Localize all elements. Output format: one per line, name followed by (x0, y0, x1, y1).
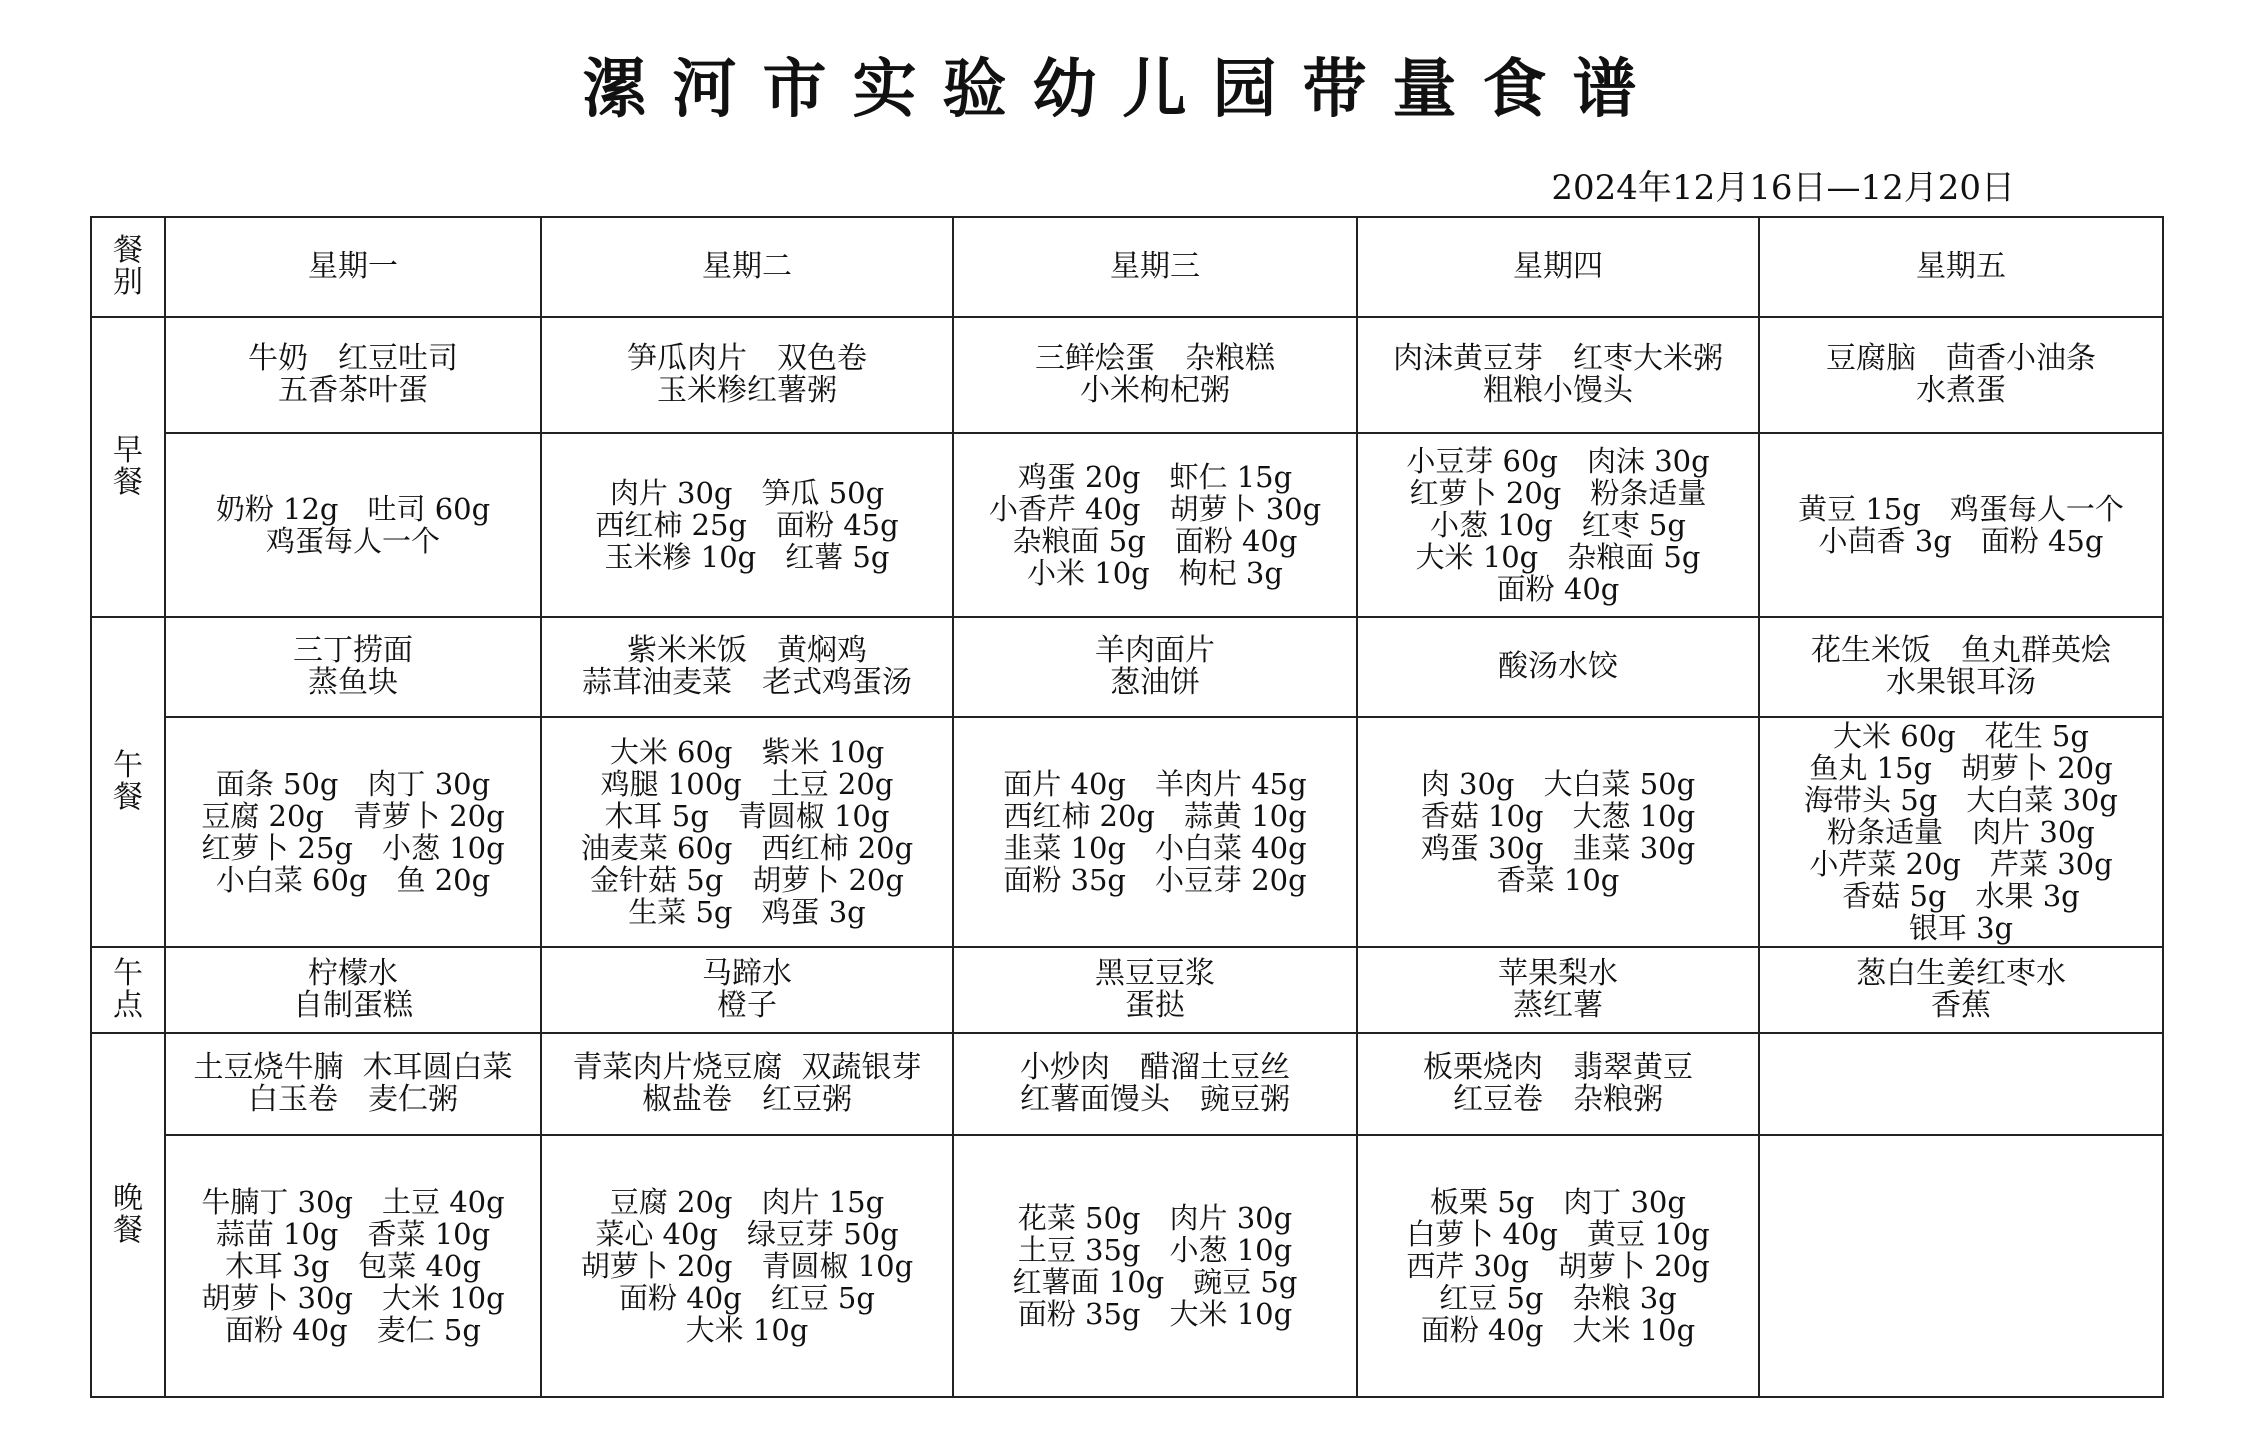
cell-line: 三丁捞面 (293, 633, 413, 668)
day-header-tuesday: 星期二 (541, 217, 953, 317)
dish-cell (953, 317, 1357, 433)
cell-line: 红薯面馒头 豌豆粥 (1020, 1082, 1290, 1117)
dish-cell (165, 617, 541, 717)
meal-label-snack: 午 点 (91, 947, 165, 1033)
cell-line: 红萝卜 20g 粉条适量 (1409, 476, 1707, 510)
cell-line: 面粉 40g 大米 10g (1420, 1313, 1696, 1347)
ingredient-cell (1357, 1135, 1759, 1397)
cell-line: 肉 30g 大白菜 50g (1420, 767, 1696, 801)
lunch-dish-row (91, 617, 2163, 717)
cell-line: 土豆 35g 小葱 10g (1017, 1233, 1293, 1267)
ingredient-cell (541, 433, 953, 617)
cell-line: 生菜 5g 鸡蛋 3g (628, 895, 866, 929)
cell-line: 大米 10g (685, 1313, 809, 1347)
cell-line: 面粉 40g 麦仁 5g (225, 1313, 481, 1347)
lunch-ingredient-row (91, 717, 2163, 947)
day-header-thursday: 星期四 (1357, 217, 1759, 317)
cell-line: 笋瓜肉片 双色卷 (627, 341, 867, 376)
dish-cell (541, 617, 953, 717)
cell-line: 小芹菜 20g 芹菜 30g (1809, 847, 2113, 881)
cell-line: 肉片 30g 笋瓜 50g (609, 476, 885, 510)
dish-cell (1357, 947, 1759, 1033)
cell-line: 面粉 35g 大米 10g (1017, 1297, 1293, 1331)
cell-line: 板栗烧肉 翡翠黄豆 (1423, 1050, 1693, 1085)
cell-line: 面粉 35g 小豆芽 20g (1003, 863, 1307, 897)
cell-line: 面片 40g 羊肉片 45g (1003, 767, 1307, 801)
cell-line: 板栗 5g 肉丁 30g (1430, 1185, 1686, 1219)
ingredient-cell (1357, 433, 1759, 617)
meal-label-dinner: 晚 餐 (91, 1033, 165, 1397)
header-row (91, 217, 2163, 317)
cell-line: 鸡蛋每人一个 (265, 524, 440, 558)
dish-cell (1759, 317, 2163, 433)
page-title: 漯河市实验幼儿园带量食谱 (582, 53, 1663, 127)
cell-line: 白玉卷 麦仁粥 (248, 1082, 458, 1117)
cell-line: 牛腩丁 30g 土豆 40g (201, 1185, 505, 1219)
cell-line: 香菇 10g 大葱 10g (1420, 799, 1696, 833)
cell-line: 红豆 5g 杂粮 3g (1439, 1281, 1677, 1315)
cell-line: 小炒肉 醋溜土豆丝 (1020, 1050, 1290, 1085)
cell-line: 金针菇 5g 胡萝卜 20g (590, 863, 904, 897)
cell-line: 花生米饭 鱼丸群英烩 (1811, 633, 2111, 668)
menu-table (90, 216, 2164, 1398)
cell-line: 豆腐 20g 青萝卜 20g (201, 799, 505, 833)
breakfast-dish-row (91, 317, 2163, 433)
ingredient-cell (165, 717, 541, 947)
cell-line: 西红柿 25g 面粉 45g (595, 508, 899, 542)
cell-line: 水果银耳汤 (1886, 665, 2036, 700)
cell-line: 肉沫黄豆芽 红枣大米粥 (1393, 341, 1723, 376)
cell-line: 小米 10g 枸杞 3g (1027, 556, 1283, 590)
cell-line: 蒸鱼块 (308, 665, 398, 700)
cell-line: 鸡蛋 30g 韭菜 30g (1420, 831, 1696, 865)
ingredient-cell (541, 1135, 953, 1397)
dish-cell (1357, 317, 1759, 433)
cell-line: 胡萝卜 20g 青圆椒 10g (580, 1249, 914, 1283)
ingredient-cell (165, 433, 541, 617)
cell-line: 酸汤水饺 (1498, 649, 1618, 684)
ingredient-cell (953, 433, 1357, 617)
cell-line: 蒜茸油麦菜 老式鸡蛋汤 (582, 665, 912, 700)
dish-cell (1357, 617, 1759, 717)
dish-cell (165, 947, 541, 1033)
dish-cell (541, 317, 953, 433)
cell-line: 三鲜烩蛋 杂粮糕 (1035, 341, 1275, 376)
cell-line: 面条 50g 肉丁 30g (215, 767, 491, 801)
ingredient-cell (1759, 1135, 2163, 1397)
cell-line: 面粉 40g (1496, 572, 1620, 606)
meal-label-breakfast: 早 餐 (91, 317, 165, 617)
cell-line: 葱油饼 (1110, 665, 1200, 700)
cell-line: 胡萝卜 30g 大米 10g (201, 1281, 505, 1315)
cell-line: 牛奶 红豆吐司 (248, 341, 458, 376)
meal-label-lunch: 午 餐 (91, 617, 165, 947)
day-header-monday: 星期一 (165, 217, 541, 317)
cell-line: 银耳 3g (1908, 911, 2014, 945)
cell-line: 奶粉 12g 吐司 60g (215, 492, 491, 526)
day-header-wednesday: 星期三 (953, 217, 1357, 317)
dish-cell (1357, 1033, 1759, 1135)
cell-line: 红豆卷 杂粮粥 (1453, 1082, 1663, 1117)
cell-line: 椒盐卷 红豆粥 (642, 1082, 852, 1117)
dish-cell (541, 947, 953, 1033)
cell-line: 柠檬水 (308, 956, 398, 991)
snack-row (91, 947, 2163, 1033)
cell-line: 豆腐 20g 肉片 15g (609, 1185, 885, 1219)
cell-line: 小葱 10g 红枣 5g (1430, 508, 1686, 542)
cell-line: 葱白生姜红枣水 (1856, 956, 2066, 991)
cell-line: 香菇 5g 水果 3g (1842, 879, 2080, 913)
cell-line: 西红柿 20g 蒜黄 10g (1003, 799, 1307, 833)
cell-line: 黑豆豆浆 (1095, 956, 1215, 991)
cell-line: 花菜 50g 肉片 30g (1017, 1201, 1293, 1235)
cell-line: 鸡蛋 20g 虾仁 15g (1017, 460, 1293, 494)
cell-line: 木耳 3g 包菜 40g (225, 1249, 481, 1283)
cell-line: 小米枸杞粥 (1080, 373, 1230, 408)
cell-line: 粗粮小馒头 (1483, 373, 1633, 408)
dinner-dish-row (91, 1033, 2163, 1135)
cell-line: 红薯面 10g 豌豆 5g (1012, 1265, 1298, 1299)
ingredient-cell (1357, 717, 1759, 947)
cell-line: 香菜 10g (1496, 863, 1620, 897)
dish-cell (1759, 617, 2163, 717)
cell-line: 青菜肉片烧豆腐 双蔬银芽 (572, 1050, 922, 1085)
cell-line: 鸡腿 100g 土豆 20g (600, 767, 894, 801)
cell-line: 豆腐脑 茴香小油条 (1826, 341, 2096, 376)
cell-line: 紫米米饭 黄焖鸡 (627, 633, 867, 668)
cell-line: 自制蛋糕 (293, 988, 413, 1023)
cell-line: 苹果梨水 (1498, 956, 1618, 991)
cell-line: 小香芹 40g 胡萝卜 30g (988, 492, 1322, 526)
cell-line: 蛋挞 (1125, 988, 1185, 1023)
cell-line: 面粉 40g 红豆 5g (619, 1281, 875, 1315)
ingredient-cell (541, 717, 953, 947)
ingredient-cell (953, 1135, 1357, 1397)
dish-cell (953, 617, 1357, 717)
cell-line: 玉米糁 10g 红薯 5g (604, 540, 890, 574)
cell-line: 香蕉 (1931, 988, 1991, 1023)
ingredient-cell (165, 1135, 541, 1397)
cell-line: 杂粮面 5g 面粉 40g (1012, 524, 1298, 558)
cell-line: 木耳 5g 青圆椒 10g (604, 799, 890, 833)
day-header-friday: 星期五 (1759, 217, 2163, 317)
cell-line: 小白菜 60g 鱼 20g (215, 863, 491, 897)
ingredient-cell (1759, 433, 2163, 617)
dish-cell (1759, 947, 2163, 1033)
cell-line: 菜心 40g 绿豆芽 50g (595, 1217, 899, 1251)
meal-column-header: 餐 别 (91, 217, 165, 317)
cell-line: 羊肉面片 (1095, 633, 1215, 668)
ingredient-cell (1759, 717, 2163, 947)
date-range: 2024年12月16日—12月20日 (1551, 168, 2015, 208)
dish-cell (1759, 1033, 2163, 1135)
dish-cell (953, 1033, 1357, 1135)
cell-line: 黄豆 15g 鸡蛋每人一个 (1798, 492, 2124, 526)
cell-line: 橙子 (717, 988, 777, 1023)
dish-cell (953, 947, 1357, 1033)
cell-line: 蒸红薯 (1513, 988, 1603, 1023)
cell-line: 海带头 5g 大白菜 30g (1804, 783, 2118, 817)
cell-line: 粉条适量 肉片 30g (1827, 815, 2095, 849)
cell-line: 小豆芽 60g 肉沫 30g (1406, 444, 1710, 478)
cell-line: 马蹄水 (702, 956, 792, 991)
cell-line: 鱼丸 15g 胡萝卜 20g (1809, 751, 2113, 785)
cell-line: 大米 60g 紫米 10g (609, 735, 885, 769)
cell-line: 油麦菜 60g 西红柿 20g (580, 831, 914, 865)
cell-line: 西芹 30g 胡萝卜 20g (1406, 1249, 1710, 1283)
dinner-ingredient-row (91, 1135, 2163, 1397)
dish-cell (165, 1033, 541, 1135)
ingredient-cell (953, 717, 1357, 947)
cell-line: 大米 10g 杂粮面 5g (1415, 540, 1701, 574)
cell-line: 大米 60g 花生 5g (1833, 719, 2089, 753)
dish-cell (541, 1033, 953, 1135)
cell-line: 五香茶叶蛋 (278, 373, 428, 408)
cell-line: 韭菜 10g 小白菜 40g (1003, 831, 1307, 865)
breakfast-ingredient-row (91, 433, 2163, 617)
cell-line: 白萝卜 40g 黄豆 10g (1406, 1217, 1710, 1251)
cell-line: 玉米糁红薯粥 (657, 373, 837, 408)
cell-line: 土豆烧牛腩 木耳圆白菜 (193, 1050, 513, 1085)
cell-line: 蒜苗 10g 香菜 10g (215, 1217, 491, 1251)
cell-line: 红萝卜 25g 小葱 10g (201, 831, 505, 865)
cell-line: 小茴香 3g 面粉 45g (1818, 524, 2104, 558)
dish-cell (165, 317, 541, 433)
cell-line: 水煮蛋 (1916, 373, 2006, 408)
